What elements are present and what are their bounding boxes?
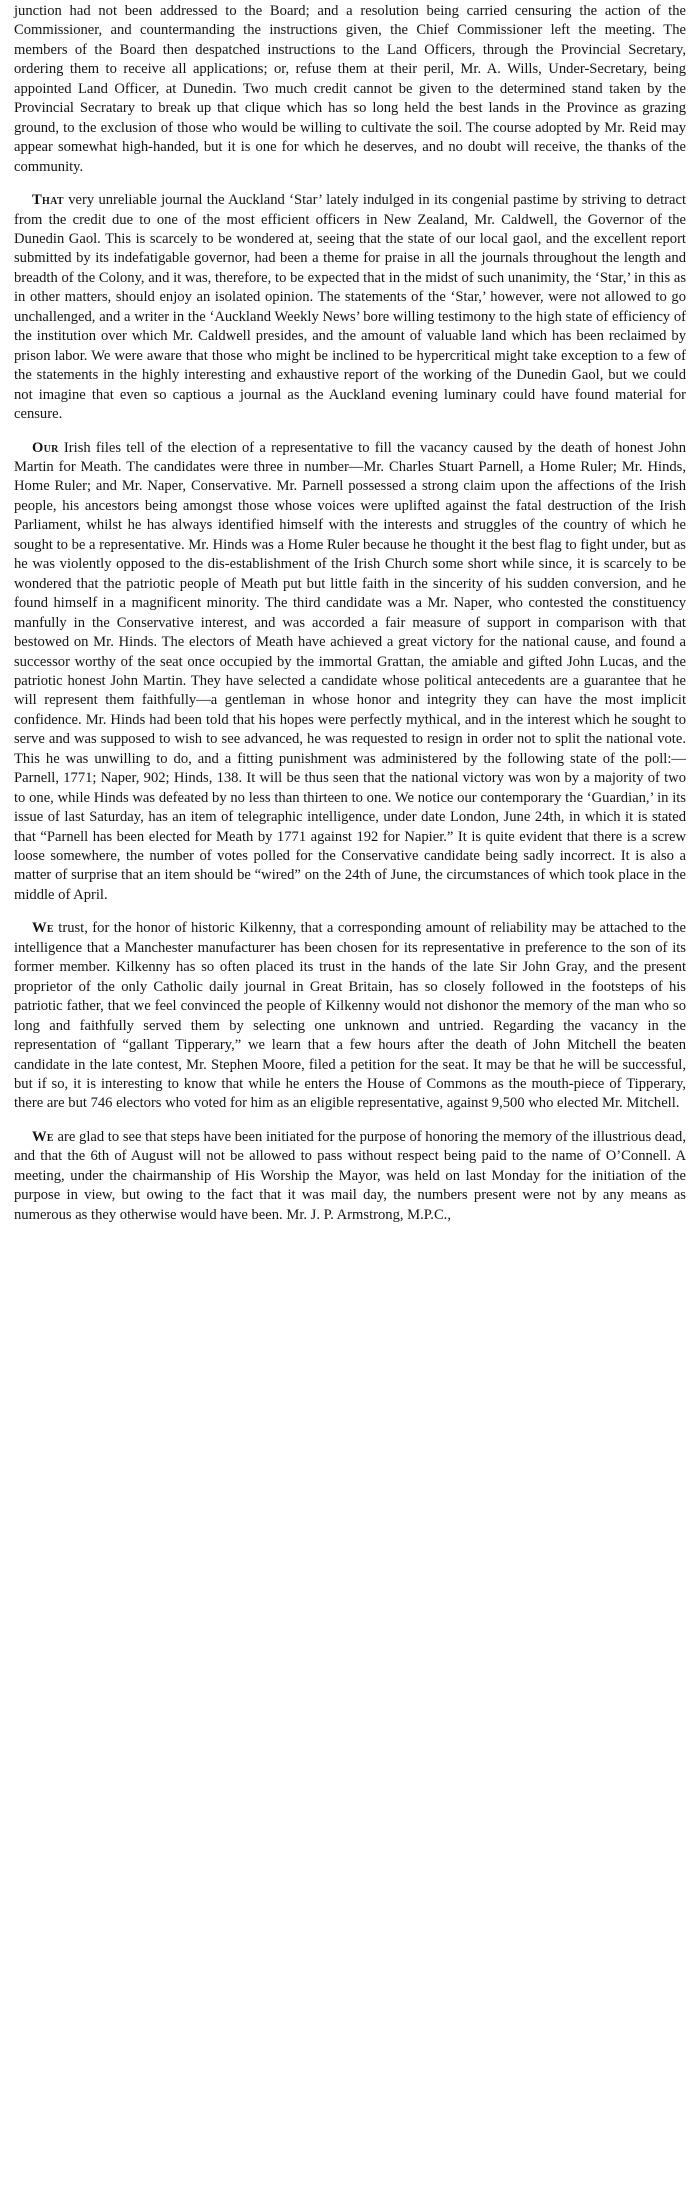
paragraph-lead-word: Our — [32, 439, 59, 456]
paragraph-lead-word: We — [32, 920, 54, 937]
paragraph-kilkenny — [14, 919, 686, 1114]
paragraph-text: junction had not been addressed to the Board; and a resolution being carried censuring the action of the Commissioner, and countermanding the instructions given, the Chief Commissioner left the meeting. The members of the Board then despatched instructions to the Land Officers, through the Provincial Secretary, ordering them to receive all applications; or, refuse them at their peril, Mr. A. Wills, Under-Secretary, being appointed Land Officer, at Dunedin. Two much credit cannot be given to the determined stand taken by the Provincial Secratary to break up that clique which has so long held the best lands in the Province as grazing ground, to the exclusion of those who would be willing to cultivate the soil. The course adopted by Mr. Reid may appear somewhat high-handed, but it is one for which he deserves, and no doubt will receive, the thanks of the community. — [14, 3, 686, 175]
paragraph-oconnell — [14, 1128, 686, 1225]
paragraph-land-board — [14, 2, 686, 177]
paragraph-lead-word: That — [32, 192, 64, 209]
paragraph-meath-election — [14, 439, 686, 906]
paragraph-text: trust, for the honor of historic Kilkenny, that a corresponding amount of reliability may be attached to the intelligence that a Manchester manufacturer has been chosen for its representative in preference to the son of its former member. Kilkenny has so often placed its trust in the hands of the late Sir John Gray, and the present proprietor of the only Catholic daily journal in Great Britain, has so closely followed in the footsteps of his patriotic father, that we feel convinced the people of Kilkenny would not dishonor the memory of the man who so long and faithfully served them by selecting one unknown and untried. Regarding the vacancy in the representation of “gallant Tipperary,” we learn that a few hours after the death of John Mitchell the beaten candidate in the late contest, Mr. Stephen Moore, filed a petition for the seat. It may be that he will be successful, but if so, it is interesting to know that while he enters the House of Commons as the mouth-piece of Tipperary, there are but 746 electors who voted for him as an eligible representative, against 9,500 who elected Mr. Mitchell. — [14, 920, 686, 1112]
paragraph-text: Irish files tell of the election of a representative to fill the vacancy caused by the death of honest John Martin for Meath. The candidates were three in number—Mr. Charles Stuart Parnell, a Home Ruler; Mr. Hinds, Home Ruler; and Mr. Naper, Conservative. Mr. Parnell possessed a strong claim upon the affections of the Irish people, his ancestors being amongst those whose voices were uplifted against the fatal destruction of the Irish Parliament, whilst he has always identified himself with the interests and struggles of the country of which he sought to be a representative. Mr. Hinds was a Home Ruler because he thought it the best flag to fight under, but as he was violently opposed to the dis-establishment of the Irish Church some short while since, it is scarcely to be wondered that the patriotic people of Meath put but little faith in the sincerity of his sudden conversion, and he found himself in a magnificent minority. The third candidate was a Mr. Naper, who contested the constituency manfully in the Conservative interest, and was accorded a fair measure of support in comparison with that bestowed on Mr. Hinds. The electors of Meath have achieved a great victory for the national cause, and found a successor worthy of the seat once occupied by the immortal Grattan, the amiable and gifted John Lucas, and the patriotic honest John Martin. They have selected a candidate whose political antecedents are a guarantee that he will represent them faithfully—a gentleman in whose honor and integrity they can have the most implicit confidence. Mr. Hinds had been told that his hopes were perfectly mythical, and in the interest which he sought to serve and was supposed to wish to see advanced, he was requested to resign in order not to split the national vote. This he was unwilling to do, and a fitting punishment was administered by the following state of the poll:—Parnell, 1771; Naper, 902; Hinds, 138. It will be thus seen that the national victory was won by a majority of two to one, while Hinds was defeated by no less than thirteen to one. We notice our contemporary the ‘Guardian,’ in its issue of last Saturday, has an item of telegraphic intelligence, under date London, June 24th, in which it is stated that “Parnell has been elected for Meath by 1771 against 192 for Napier.” It is quite evident that there is a screw loose somewhere, the number of votes polled for the Conservative candidate being sadly incorrect. It is also a matter of surprise that an item should be “wired” on the 24th of June, the circumstances of which took place in the middle of April. — [14, 439, 686, 903]
paragraph-auckland-star — [14, 191, 686, 424]
paragraph-lead-word: We — [32, 1128, 54, 1145]
paragraph-text: very unreliable journal the Auckland ‘Star’ lately indulged in its congenial pastime by striving to detract from the credit due to one of the most efficient officers in New Zealand, Mr. Caldwell, the Governor of the Dunedin Gaol. This is scarcely to be wondered at, seeing that the state of our local gaol, and the excellent report submitted by its indefatigable governor, had been a theme for praise in all the journals throughout the length and breadth of the Colony, and it was, therefore, to be expected that in the midst of such unanimity, the ‘Star,’ in this as in other matters, should enjoy an isolated opinion. The statements of the ‘Star,’ however, were not allowed to go unchallenged, and a writer in the ‘Auckland Weekly News’ bore willing testimony to the high state of efficiency of the institution over which Mr. Caldwell presides, and the amount of valuable land which has been reclaimed by prison labor. We were aware that those who might be inclined to be hypercritical might take exception to a few of the statements in the highly interesting and exhaustive report of the working of the Dunedin Gaol, but we could not imagine that even so captious a journal as the Auckland evening luminary could have found material for censure. — [14, 192, 686, 423]
paragraph-text: are glad to see that steps have been initiated for the purpose of honoring the memory of the illustrious dead, and that the 6th of August will not be allowed to pass without respect being paid to the name of O’Connell. A meeting, under the chairmanship of His Worship the Mayor, was held on last Monday for the initiation of the purpose in view, but owing to the fact that it was mail day, the numbers present were not by any means as numerous as they otherwise would have been. Mr. J. P. Armstrong, M.P.C., — [14, 1128, 686, 1223]
